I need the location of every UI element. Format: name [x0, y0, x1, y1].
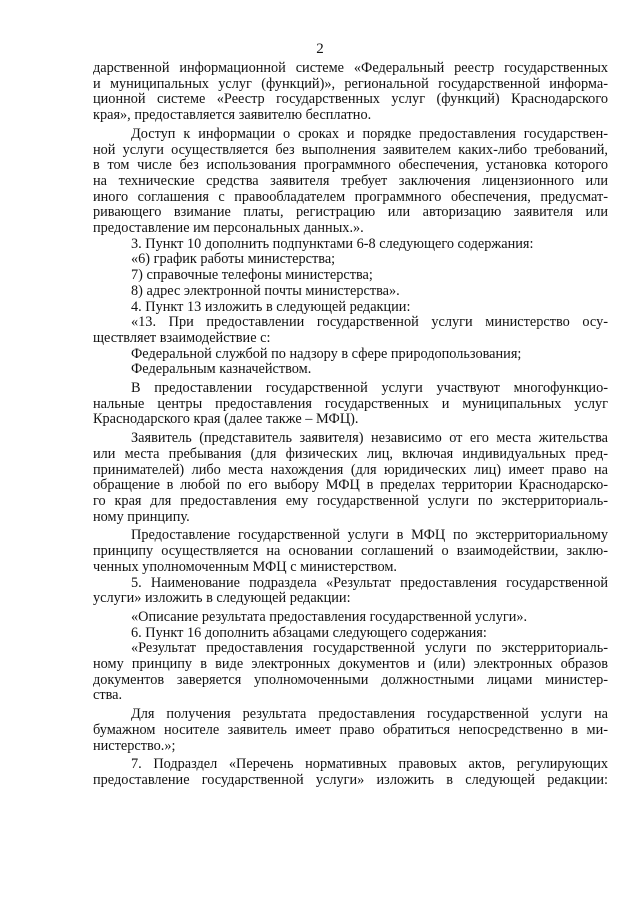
- text-line: 5. Наименование подраздела «Результат предоставления государственной: [131, 574, 608, 591]
- text-line: предоставление им персональных данных.».: [93, 220, 364, 237]
- text-line: Краснодарского края (далее также – МФЦ).: [93, 411, 359, 428]
- text-line: ному принципу.: [93, 508, 190, 525]
- text-line: Доступ к информации о сроках и порядке предоставления государствен-: [131, 125, 608, 142]
- text-line: Предоставление государственной услуги в МФЦ по экстерриториальному: [131, 527, 608, 544]
- text-line: ченных уполномоченным МФЦ с министерством.: [93, 558, 397, 575]
- text-line: ривающего взимание платы, регистрацию или авторизацию заявителя или: [93, 204, 608, 221]
- text-line: и муниципальных услуг (функций)», региональной государственной информа-: [93, 75, 608, 92]
- text-line: бумажном носителе заявитель имеет право обратиться непосредственно в ми-: [93, 721, 608, 738]
- text-line: Для получения результата предоставления государственной услуги на: [131, 706, 608, 723]
- text-line: дарственной информационной системе «Федеральный реестр государственных: [93, 60, 608, 76]
- text-line: иного соглашения с правообладателем программного обеспечения, предусмат-: [93, 188, 608, 205]
- document-body: [93, 61, 608, 789]
- text-line: обращение в любой по его выбору МФЦ в пределах территории Краснодарско-: [93, 477, 608, 494]
- text-line: «Описание результата предоставления государственной услуги».: [131, 608, 528, 625]
- text-line: 3. Пункт 10 дополнить подпунктами 6-8 следующего содержания:: [131, 235, 534, 252]
- text-line: 7) справочные телефоны министерства;: [131, 267, 373, 284]
- text-line: ства.: [93, 687, 123, 704]
- text-line: В предоставлении государственной услуги участвуют многофункцио-: [131, 380, 608, 397]
- text-line: «Результат предоставления государственной услуги по экстерриториаль-: [131, 640, 608, 657]
- text-line: 4. Пункт 13 изложить в следующей редакции:: [131, 298, 411, 315]
- text-line: «6) график работы министерства;: [131, 251, 336, 268]
- text-line: 7. Подраздел «Перечень нормативных правовых актов, регулирующих: [131, 756, 608, 773]
- text-line: ной услуги осуществляется без выполнения заявителем каких-либо требований,: [93, 141, 608, 158]
- text-line: принимателей) либо места нахождения (для юридических лиц) имеет право на: [93, 461, 608, 478]
- text-line: принципу осуществляется на основании соглашений о взаимодействии, заклю-: [93, 543, 608, 560]
- text-line: го края для предоставления ему государственной услуги по экстерриториаль-: [93, 492, 608, 509]
- text-line: 8) адрес электронной почты министерства».: [131, 282, 400, 299]
- text-line: предоставление государственной услуги» изложить в следующей редакции:: [93, 771, 608, 788]
- text-line: 6. Пункт 16 дополнить абзацами следующего содержания:: [131, 624, 487, 641]
- text-line: нальные центры предоставления государственных и муниципальных услуг: [93, 395, 608, 412]
- page-number: 2: [316, 41, 324, 57]
- text-line: услуги» изложить в следующей редакции:: [93, 590, 351, 607]
- text-line: края», предоставляется заявителю бесплатно.: [93, 107, 372, 124]
- text-line: или места пребывания (для физических лиц, включая индивидуальных пред-: [93, 445, 608, 462]
- text-line: в том числе без использования программного обеспечения, установка которого: [93, 157, 608, 174]
- text-line: Федеральным казначейством.: [131, 361, 312, 378]
- text-line: нистерство.»;: [93, 737, 176, 754]
- text-line: Федеральной службой по надзору в сфере природопользования;: [131, 345, 522, 362]
- text-line: ционной системе «Реестр государственных услуг (функций) Краснодарского: [93, 91, 608, 108]
- text-line: документов заверяется уполномоченными должностными лицами министер-: [93, 671, 608, 688]
- text-line: «13. При предоставлении государственной услуги министерство осу-: [131, 314, 608, 331]
- text-line: Заявитель (представитель заявителя) независимо от его места жительства: [131, 430, 608, 447]
- text-line: ному принципу в виде электронных документов и (или) электронных образов: [93, 656, 608, 673]
- text-line: на технические средства заявителя требует заключения лицензионного или: [93, 172, 608, 189]
- text-line: ществляет взаимодействие с:: [93, 329, 271, 346]
